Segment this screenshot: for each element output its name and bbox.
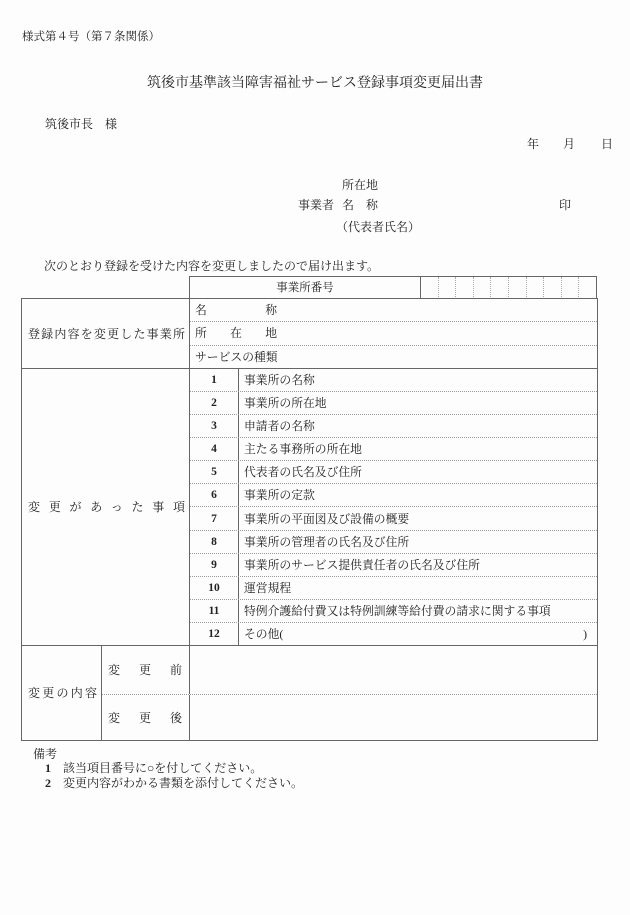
office-number-digit-box xyxy=(561,277,579,299)
change-item-text: 事業所の所在地 xyxy=(244,396,327,411)
change-item-row xyxy=(190,599,597,622)
note-number: 2 xyxy=(45,776,51,790)
change-item-number: 7 xyxy=(190,507,239,529)
office-number-digit-box xyxy=(421,277,438,299)
change-item-text: 事業所の平面図及び設備の概要 xyxy=(244,511,410,526)
office-section-label: 登録内容を変更した事業所 xyxy=(28,326,185,341)
other-close-paren: ) xyxy=(583,626,587,641)
change-content-label: 変更の内容 xyxy=(28,686,97,700)
change-item-number: 10 xyxy=(190,577,239,599)
office-number-digit-box xyxy=(578,277,596,299)
before-change-field xyxy=(190,646,597,694)
after-change-row xyxy=(102,695,597,740)
change-item-number: 8 xyxy=(190,531,239,553)
change-item-text: 事業所の名称 xyxy=(244,373,315,388)
document-title: 筑後市基準該当障害福祉サービス登録事項変更届出書 xyxy=(147,76,483,91)
change-item-number: 11 xyxy=(190,600,239,622)
applicant-name-label: 名 称 xyxy=(342,198,379,212)
before-change-label: 変更前 xyxy=(108,663,182,677)
office-number-digit-box xyxy=(455,277,473,299)
change-item-text: 事業所の管理者の氏名及び住所 xyxy=(244,534,410,549)
representative-label: （代表者氏名） xyxy=(336,220,421,234)
change-item-text: 事業所のサービス提供責任者の氏名及び住所 xyxy=(244,557,480,572)
change-item-number: 3 xyxy=(190,415,239,437)
seal-label: 印 xyxy=(559,198,572,212)
office-section xyxy=(22,299,597,369)
change-item-number: 6 xyxy=(190,484,239,506)
date-day-label: 日 xyxy=(601,137,614,151)
change-content-section xyxy=(22,646,597,740)
office-number-digit-box xyxy=(526,277,544,299)
change-item-row xyxy=(190,437,597,460)
change-item-text: 申請者の名称 xyxy=(244,419,315,434)
notes-heading: 備考 xyxy=(33,747,58,761)
change-item-other-cell xyxy=(239,623,597,645)
note-text: 変更内容がわかる書類を添付してください。 xyxy=(63,776,304,790)
change-item-text: 主たる事務所の所在地 xyxy=(244,442,362,457)
office-number-digit-box xyxy=(438,277,456,299)
change-item-number: 9 xyxy=(190,554,239,576)
date-month-label: 月 xyxy=(563,137,576,151)
after-change-label: 変更後 xyxy=(108,710,182,725)
change-item-text: 代表者の氏名及び住所 xyxy=(244,465,362,480)
change-content-label-cell xyxy=(22,646,102,740)
change-item-row xyxy=(190,553,597,576)
changes-section-label-cell xyxy=(22,369,190,645)
change-item-text: 特例介護給付費又は特例訓練等給付費の請求に関する事項 xyxy=(244,603,551,618)
note-text: 該当項目番号に○を付してください。 xyxy=(63,761,263,775)
after-change-field xyxy=(190,695,597,740)
office-number-row xyxy=(189,276,597,299)
office-address-label: 所在地 xyxy=(195,326,277,341)
office-number-label: 事業所番号 xyxy=(190,277,421,299)
date-year-label: 年 xyxy=(527,137,540,151)
before-change-row xyxy=(102,646,597,695)
after-change-label-cell xyxy=(102,695,190,740)
applicant-role-label: 事業者 xyxy=(298,198,335,212)
note-number: 1 xyxy=(45,761,51,775)
change-item-row xyxy=(190,576,597,599)
change-item-text: その他( xyxy=(244,626,284,641)
change-item-row-other xyxy=(190,622,597,645)
before-change-label-cell xyxy=(102,646,190,694)
change-item-row xyxy=(190,369,597,391)
change-content-fields xyxy=(102,646,597,740)
change-item-row xyxy=(190,460,597,483)
change-item-row xyxy=(190,391,597,414)
change-item-row xyxy=(190,483,597,506)
change-item-row xyxy=(190,530,597,553)
changes-section xyxy=(22,369,597,646)
service-type-row xyxy=(190,345,597,368)
office-number-boxes xyxy=(421,277,596,299)
office-address-row xyxy=(190,321,597,344)
service-type-label: サービスの種類 xyxy=(195,349,278,364)
change-item-text: 運営規程 xyxy=(244,580,292,595)
office-section-rows xyxy=(190,299,597,368)
form-number: 様式第４号（第７条関係） xyxy=(22,31,160,43)
change-item-number: 4 xyxy=(190,438,239,460)
addressee: 筑後市長 様 xyxy=(45,117,118,131)
change-item-number: 2 xyxy=(190,392,239,414)
office-number-digit-box xyxy=(543,277,561,299)
office-name-row xyxy=(190,299,597,321)
office-number-digit-box xyxy=(490,277,508,299)
change-item-number: 5 xyxy=(190,461,239,483)
office-number-digit-box xyxy=(473,277,491,299)
change-item-row xyxy=(190,414,597,437)
office-number-digit-box xyxy=(508,277,526,299)
change-item-text: 事業所の定款 xyxy=(244,488,315,503)
change-item-number: 1 xyxy=(190,369,239,391)
office-section-label-cell xyxy=(22,299,190,368)
change-items-list xyxy=(190,369,597,645)
changes-section-label: 変更があった事項 xyxy=(28,500,185,514)
office-name-label: 名称 xyxy=(195,303,277,318)
change-notification-table xyxy=(21,298,598,741)
applicant-address-label: 所在地 xyxy=(342,178,379,192)
change-item-number: 12 xyxy=(190,623,239,645)
intro-text: 次のとおり登録を受けた内容を変更しましたので届け出ます。 xyxy=(44,259,380,273)
change-item-row xyxy=(190,506,597,529)
